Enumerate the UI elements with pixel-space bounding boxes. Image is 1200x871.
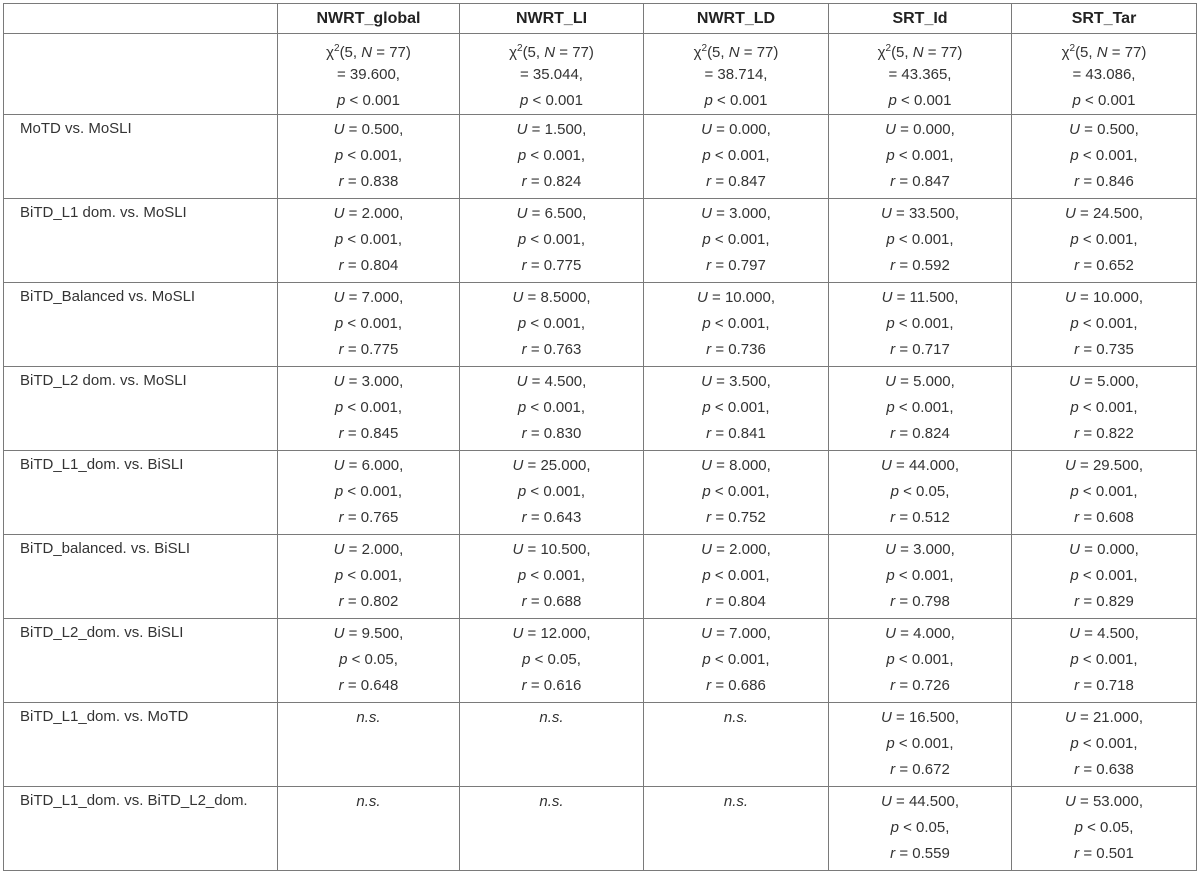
chi-square-cell [1012,34,1197,115]
stat-u: U = 44.000, [881,457,959,474]
chi-square-l1: $\chi^2(5$, N = 77) [509,43,594,61]
stat-cell [460,451,644,535]
table-row [4,535,1197,619]
stat-p: p < 0.001, [1070,735,1138,752]
stat-cell [1012,283,1197,367]
row-label-empty [4,34,278,115]
stat-u: U = 0.000, [701,121,771,138]
stat-p: p < 0.001, [517,147,586,164]
stat-r [460,757,643,783]
stat-p: p < 0.05, [890,483,950,500]
stat-r: r = 0.763 [521,341,582,358]
stat-p: p < 0.001, [702,315,770,332]
stat-p: p < 0.001, [334,147,403,164]
stat-u: U = 8.5000, [512,289,591,306]
stat-u: U = 2.000, [333,205,404,222]
stat-r: r = 0.501 [1074,845,1134,862]
row-label: BiTD_balanced. vs. BiSLI [4,535,278,619]
stat-u: U = 25.000, [512,457,591,474]
stat-cell [829,283,1012,367]
stat-u: U = 10.500, [512,541,591,558]
row-label: BiTD_L1 dom. vs. MoSLI [4,199,278,283]
stat-r: r = 0.804 [706,593,766,610]
stat-cell [644,451,829,535]
stat-p: p < 0.05, [522,651,581,668]
stat-u: n.s. [723,793,749,810]
row-label: BiTD_L1_dom. vs. BiSLI [4,451,278,535]
stat-p: p < 0.001, [1070,147,1138,164]
stat-r: r = 0.841 [706,425,766,442]
stat-cell [829,619,1012,703]
stat-p: p < 0.001, [334,567,403,584]
chi-square-l3: p < 0.001 [888,92,952,109]
chi-square-l1: $\chi^2(5$, N = 77) [1061,43,1147,61]
table-row [4,703,1197,787]
table-row [4,115,1197,199]
table-row [4,367,1197,451]
stat-p: p < 0.001, [1070,315,1138,332]
stat-cell [460,199,644,283]
stat-p: p < 0.001, [886,735,954,752]
stat-u: U = 0.000, [885,121,955,138]
chi-square-row [4,34,1197,115]
stat-p: p < 0.001, [886,651,954,668]
stat-p: p < 0.001, [334,231,403,248]
stat-u: n.s. [539,709,564,726]
stat-u: U = 3.500, [701,373,771,390]
stat-u: n.s. [723,709,749,726]
stat-p: p < 0.001, [517,315,586,332]
table-row [4,199,1197,283]
stat-u: U = 44.500, [881,793,959,810]
stat-p [644,731,828,757]
row-label: MoTD vs. MoSLI [4,115,278,199]
table-row [4,619,1197,703]
stat-u: U = 2.000, [701,541,771,558]
stat-r: r = 0.726 [890,677,950,694]
stat-cell [1012,199,1197,283]
stat-r: r = 0.752 [706,509,766,526]
stat-u: U = 3.000, [885,541,955,558]
stat-cell [460,367,644,451]
chi-square-cell [278,34,460,115]
stat-r: r = 0.804 [338,257,399,274]
stat-u: U = 5.000, [1069,373,1139,390]
stat-u: U = 0.500, [1069,121,1139,138]
table-row [4,283,1197,367]
stat-cell [1012,703,1197,787]
stat-r: r = 0.608 [1074,509,1134,526]
stat-cell [460,787,644,871]
chi-square-l2: = 38.714, [704,66,768,83]
stat-cell [644,619,829,703]
column-header-empty [4,4,278,34]
stat-p: p < 0.001, [702,399,770,416]
stat-cell [829,367,1012,451]
stat-r: r = 0.802 [338,593,399,610]
stat-r: r = 0.718 [1074,677,1134,694]
stat-u: U = 21.000, [1065,709,1143,726]
stat-r: r = 0.846 [1074,173,1134,190]
stat-cell [278,703,460,787]
row-label: BiTD_L2_dom. vs. BiSLI [4,619,278,703]
stat-u: U = 24.500, [1065,205,1143,222]
chi-square-cell [829,34,1012,115]
chi-square-l2: = 43.365, [888,66,952,83]
stat-r: r = 0.717 [890,341,950,358]
chi-square-l3: p < 0.001 [1072,92,1136,109]
stat-r: r = 0.512 [890,509,950,526]
stat-p: p < 0.001, [334,483,403,500]
column-header-nwrt-ld: NWRT_LD [644,4,829,34]
stat-u: n.s. [356,709,381,726]
stat-u: U = 4.500, [516,373,587,390]
stat-p [278,731,459,757]
stat-u: U = 10.000, [1065,289,1143,306]
stat-p: p < 0.001, [886,147,954,164]
stat-cell [278,367,460,451]
stat-cell [829,535,1012,619]
stat-u: n.s. [356,793,381,810]
stat-u: U = 3.000, [701,205,771,222]
stat-cell [829,115,1012,199]
stat-u: U = 0.500, [333,121,404,138]
stat-r: r = 0.798 [890,593,950,610]
stat-r: r = 0.736 [706,341,766,358]
stat-p: p < 0.001, [886,399,954,416]
stat-r: r = 0.672 [890,761,950,778]
stat-p [460,815,643,841]
stat-cell [644,367,829,451]
stat-p: p < 0.001, [334,315,403,332]
chi-square-l2: = 43.086, [1072,66,1136,83]
stat-r: r = 0.686 [706,677,766,694]
stat-u: U = 10.000, [697,289,775,306]
stat-p: p < 0.05, [339,651,398,668]
header-row [4,4,1197,34]
stat-r: r = 0.652 [1074,257,1134,274]
stat-p: p < 0.001, [702,651,770,668]
stat-p: p < 0.05, [890,819,950,836]
stat-cell [460,115,644,199]
stat-p: p < 0.001, [702,147,770,164]
stat-r: r = 0.775 [338,341,399,358]
stat-cell [644,787,829,871]
stat-r [644,841,828,867]
stat-u: U = 4.500, [1069,625,1139,642]
stat-cell [1012,115,1197,199]
stat-cell [644,115,829,199]
stat-r: r = 0.822 [1074,425,1134,442]
stat-p: p < 0.001, [886,231,954,248]
stat-cell [1012,367,1197,451]
stat-p: p < 0.001, [517,231,586,248]
chi-square-l3: p < 0.001 [704,92,768,109]
stat-r: r = 0.643 [521,509,582,526]
stat-u: n.s. [539,793,564,810]
stat-u: U = 12.000, [512,625,591,642]
stat-cell [278,787,460,871]
chi-square-l2: = 35.044, [520,66,583,83]
column-header-srt-tar: SRT_Tar [1012,4,1197,34]
stat-r [278,757,459,783]
stat-p: p < 0.001, [517,483,586,500]
stat-cell [278,283,460,367]
table-row [4,451,1197,535]
stat-p: p < 0.001, [886,315,954,332]
stat-p: p < 0.001, [886,567,954,584]
stat-cell [829,787,1012,871]
stat-u: U = 4.000, [885,625,955,642]
stat-r: r = 0.824 [890,425,950,442]
stat-cell [644,535,829,619]
stat-cell [1012,535,1197,619]
stat-u: U = 5.000, [885,373,955,390]
column-header-srt-id: SRT_Id [829,4,1012,34]
stat-r: r = 0.797 [706,257,766,274]
stat-u: U = 16.500, [881,709,959,726]
statistics-table [3,3,1197,871]
stat-u: U = 11.500, [881,289,959,306]
stat-r: r = 0.829 [1074,593,1134,610]
stat-p [278,815,459,841]
stat-u: U = 1.500, [516,121,587,138]
stat-r: r = 0.735 [1074,341,1134,358]
row-label: BiTD_L1_dom. vs. BiTD_L2_dom. [4,787,278,871]
stat-u: U = 0.000, [1069,541,1139,558]
stat-cell [1012,787,1197,871]
stat-u: U = 7.000, [333,289,404,306]
stat-cell [278,619,460,703]
column-header-nwrt-li: NWRT_LI [460,4,644,34]
stat-r: r = 0.648 [338,677,399,694]
stat-r [278,841,459,867]
stat-p: p < 0.001, [1070,399,1138,416]
stat-p [644,815,828,841]
stat-p: p < 0.001, [517,567,586,584]
stat-cell [460,619,644,703]
stat-r: r = 0.838 [338,173,399,190]
chi-square-l3: p < 0.001 [520,92,583,109]
stat-u: U = 29.500, [1065,457,1143,474]
stat-p: p < 0.001, [702,483,770,500]
chi-square-cell [460,34,644,115]
chi-square-l1: $\chi^2(5$, N = 77) [326,43,411,61]
stat-cell [644,703,829,787]
stat-r: r = 0.559 [890,845,950,862]
row-label: BiTD_L2 dom. vs. MoSLI [4,367,278,451]
stat-cell [644,283,829,367]
stat-cell [278,199,460,283]
column-header-nwrt-global: NWRT_global [278,4,460,34]
stat-cell [644,199,829,283]
stat-r [644,757,828,783]
stat-r: r = 0.847 [706,173,766,190]
chi-square-l2: = 39.600, [337,66,400,83]
stat-u: U = 9.500, [333,625,404,642]
stat-p: p < 0.001, [702,567,770,584]
stat-u: U = 53.000, [1065,793,1143,810]
stat-r: r = 0.688 [521,593,582,610]
stat-r: r = 0.830 [521,425,582,442]
stat-cell [829,451,1012,535]
stat-cell [460,703,644,787]
chi-square-l1: $\chi^2(5$, N = 77) [877,43,963,61]
stat-cell [829,703,1012,787]
stat-r: r = 0.824 [521,173,582,190]
stat-r: r = 0.845 [338,425,399,442]
stat-p: p < 0.001, [1070,567,1138,584]
stat-p: p < 0.001, [702,231,770,248]
chi-square-l1: $\chi^2(5$, N = 77) [693,43,779,61]
stat-cell [278,451,460,535]
stat-r: r = 0.765 [338,509,399,526]
stat-p: p < 0.001, [1070,651,1138,668]
stat-u: U = 33.500, [881,205,959,222]
stat-cell [460,283,644,367]
row-label: BiTD_L1_dom. vs. MoTD [4,703,278,787]
stat-u: U = 3.000, [333,373,404,390]
stat-cell [460,535,644,619]
chi-square-cell [644,34,829,115]
stat-r [460,841,643,867]
stat-u: U = 8.000, [701,457,771,474]
table-row [4,787,1197,871]
stat-r: r = 0.638 [1074,761,1134,778]
stat-p: p < 0.05, [1074,819,1134,836]
stat-r: r = 0.592 [890,257,950,274]
stat-p: p < 0.001, [334,399,403,416]
stat-p: p < 0.001, [1070,231,1138,248]
stat-cell [1012,451,1197,535]
stat-p [460,731,643,757]
stat-cell [278,115,460,199]
stat-cell [829,199,1012,283]
chi-square-l3: p < 0.001 [337,92,400,109]
stat-r: r = 0.775 [521,257,582,274]
stat-u: U = 2.000, [333,541,404,558]
stat-u: U = 7.000, [701,625,771,642]
stat-r: r = 0.616 [521,677,582,694]
row-label: BiTD_Balanced vs. MoSLI [4,283,278,367]
stat-u: U = 6.000, [333,457,404,474]
stat-p: p < 0.001, [517,399,586,416]
stat-cell [1012,619,1197,703]
stat-r: r = 0.847 [890,173,950,190]
stat-cell [278,535,460,619]
stat-p: p < 0.001, [1070,483,1138,500]
stat-u: U = 6.500, [516,205,587,222]
